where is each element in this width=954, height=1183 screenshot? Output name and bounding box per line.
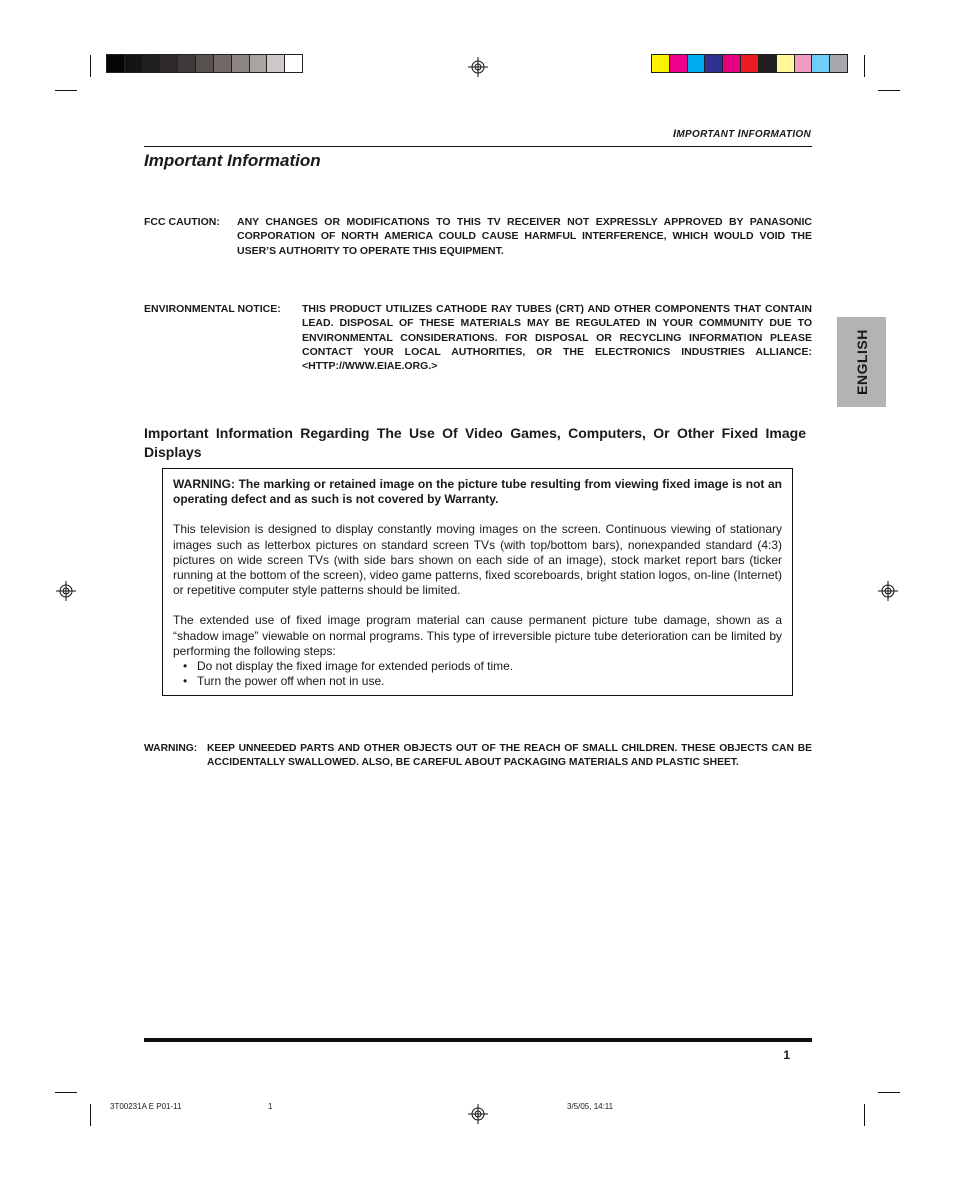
crop-mark [55,1092,77,1093]
color-swatch [232,55,250,72]
environmental-notice [144,302,812,373]
crop-mark [90,1104,91,1126]
language-tab [837,317,886,407]
child-safety-warning [144,742,812,770]
registration-target-icon [56,581,76,601]
print-slug-file: 3T00231A E P01-11 [110,1102,182,1111]
environmental-notice-text: THIS PRODUCT UTILIZES CATHODE RAY TUBES (CRT) AND OTHER COMPONENTS THAT CONTAIN LEAD. DISPOSAL OF THESE MATERIALS MAY BE REGULATED IN YOUR COMMUNITY DUE TO ENVIRONMENTAL CONSIDERATIONS. FOR DISPOSAL OR RECYCLING INFORMATION PLEASE CONTACT YOUR LOCAL AUTHORITIES, OR THE ELECTRONICS INDUSTRIES ALLIANCE: <HTTP://WWW.EIAE.ORG.> [302,303,812,373]
crop-mark [878,1092,900,1093]
color-swatch [652,55,670,72]
list-item: • Do not display the fixed image for extended periods of time. [183,659,782,674]
registration-target-icon [878,581,898,601]
color-swatch [196,55,214,72]
child-safety-warning-label: WARNING: [144,743,198,754]
crop-mark [55,90,77,91]
grayscale-color-bar [106,54,303,73]
section-heading: Important Information Regarding The Use Of Video Games, Computers, Or Other Fixed Image Displays [144,425,806,460]
color-swatch [670,55,688,72]
running-header: IMPORTANT INFORMATION [673,128,811,140]
color-swatch [688,55,706,72]
fcc-caution [144,215,812,258]
fcc-caution-text: ANY CHANGES OR MODIFICATIONS TO THIS TV RECEIVER NOT EXPRESSLY APPROVED BY PANASONIC CORPORATION OF NORTH AMERICA COULD CAUSE HARMFUL INTERFERENCE, WHICH WOULD VOID THE USER’S AUTHORITY TO OPERATE THIS EQUIPMENT. [237,216,812,257]
print-slug-page: 1 [268,1102,273,1111]
list-item: • Turn the power off when not in use. [183,674,782,689]
environmental-notice-label: ENVIRONMENTAL NOTICE: [144,303,281,315]
color-swatch [107,55,125,72]
color-swatch [250,55,268,72]
color-swatch [741,55,759,72]
fixed-image-warning-box [162,468,793,696]
color-swatch [705,55,723,72]
header-rule [144,146,812,147]
warning-paragraph: This television is designed to display constantly moving images on the screen. Continuous viewing of stationary images such as letterbox pictures on standard screen TVs (with top/bottom bars), nonexpanded standard (4:3) pictures on wide screen TVs (with side bars shown on each side of an image), stock market report bars (ticker running at the bottom of the screen), video game patterns, fixed scoreboards, bright station logos, on-line (Internet) or repetitive computer style patterns should be limited. [173,522,783,598]
crop-mark [90,55,91,77]
color-swatch [125,55,143,72]
crop-mark [864,55,865,77]
color-swatch [723,55,741,72]
color-swatch [214,55,232,72]
color-swatch [795,55,813,72]
page-title: Important Information [144,151,321,170]
color-swatch [830,55,847,72]
language-tab-label: ENGLISH [853,329,870,395]
footer-rule [144,1038,812,1042]
color-swatch [285,55,302,72]
fcc-caution-label: FCC CAUTION: [144,216,220,228]
registration-target-icon [468,57,488,77]
warning-paragraph: The extended use of fixed image program material can cause permanent picture tube damage, shown as a “shadow image” viewable on normal programs. This type of irreversible picture tube deterioration can be limited by performing the following steps: [173,613,782,658]
color-swatch [160,55,178,72]
print-slug-datetime: 3/5/05, 14:11 [567,1102,614,1111]
color-swatch [777,55,795,72]
child-safety-warning-text: KEEP UNNEEDED PARTS AND OTHER OBJECTS OUT OF THE REACH OF SMALL CHILDREN. THESE OBJECTS CAN BE ACCIDENTALLY SWALLOWED. ALSO, BE CAREFUL ABOUT PACKAGING MATERIALS AND PLASTIC SHEET. [207,743,812,768]
color-swatch [178,55,196,72]
color-swatch [143,55,161,72]
page-number: 1 [783,1048,790,1062]
registration-target-icon [468,1104,488,1124]
process-color-bar [651,54,848,73]
color-swatch [759,55,777,72]
warranty-warning: WARNING: The marking or retained image on the picture tube resulting from viewing fixed image is not an operating defect and as such is not covered by Warranty. [173,477,782,507]
color-swatch [267,55,285,72]
color-swatch [812,55,830,72]
crop-mark [878,90,900,91]
steps-list [173,659,782,689]
crop-mark [864,1104,865,1126]
